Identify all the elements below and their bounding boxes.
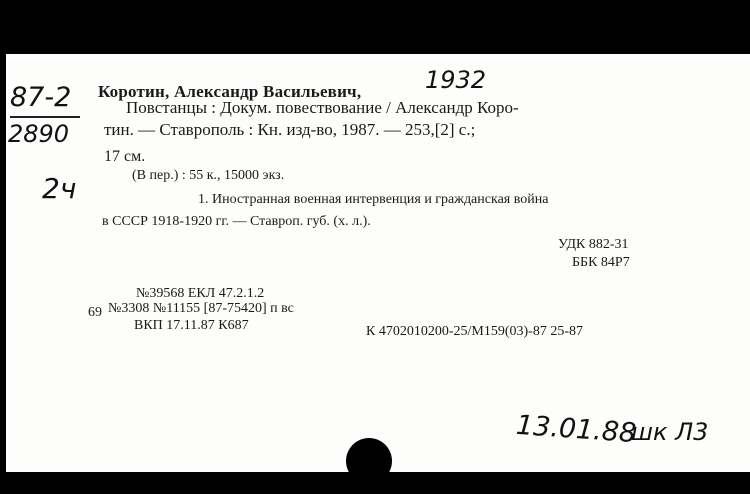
handwritten-date: 13.01.88 [515, 409, 638, 450]
catalog-card [6, 54, 750, 472]
udk-code: УДК 882-31 [558, 237, 629, 252]
call-number-bottom: 2890 [8, 120, 70, 148]
price-run: (В пер.) : 55 к., 15000 экз. [132, 168, 285, 183]
tech-line-2: №3308 №11155 [87-75420] п вс [108, 301, 294, 316]
card-edge [6, 54, 750, 58]
title-line-3: 17 см. [104, 148, 146, 165]
subject-line-2: в СССР 1918-1920 гг. — Ставроп. губ. (х. л.). [102, 214, 371, 229]
punch-hole [346, 438, 392, 484]
title-line-2: тин. — Ставрополь : Кн. изд-во, 1987. — 253,[2] с.; [104, 120, 476, 139]
handwritten-mark: 2ч [42, 172, 77, 205]
bbk-code: ББК 84Р7 [572, 255, 630, 270]
handwritten-initials: шк Л3 [631, 418, 709, 446]
subject-line-1: 1. Иностранная военная интервенция и гражданская война [198, 192, 549, 207]
author-year-handwritten: 1932 [425, 66, 487, 94]
tech-line-3: ВКП 17.11.87 К687 [134, 318, 249, 333]
tech-line-1: №39568 ЕКЛ 47.2.1.2 [136, 286, 265, 301]
isbn-code: К 4702010200-25/М159(03)-87 25-87 [366, 324, 583, 339]
call-number-top: 87-2 [10, 82, 72, 113]
author-heading: Коротин, Александр Васильевич, [98, 82, 362, 101]
title-line-1: Повстанцы : Докум. повествование / Александр Коро- [126, 98, 519, 117]
tech-prefix: 69 [88, 305, 102, 320]
call-number-divider [10, 116, 80, 118]
